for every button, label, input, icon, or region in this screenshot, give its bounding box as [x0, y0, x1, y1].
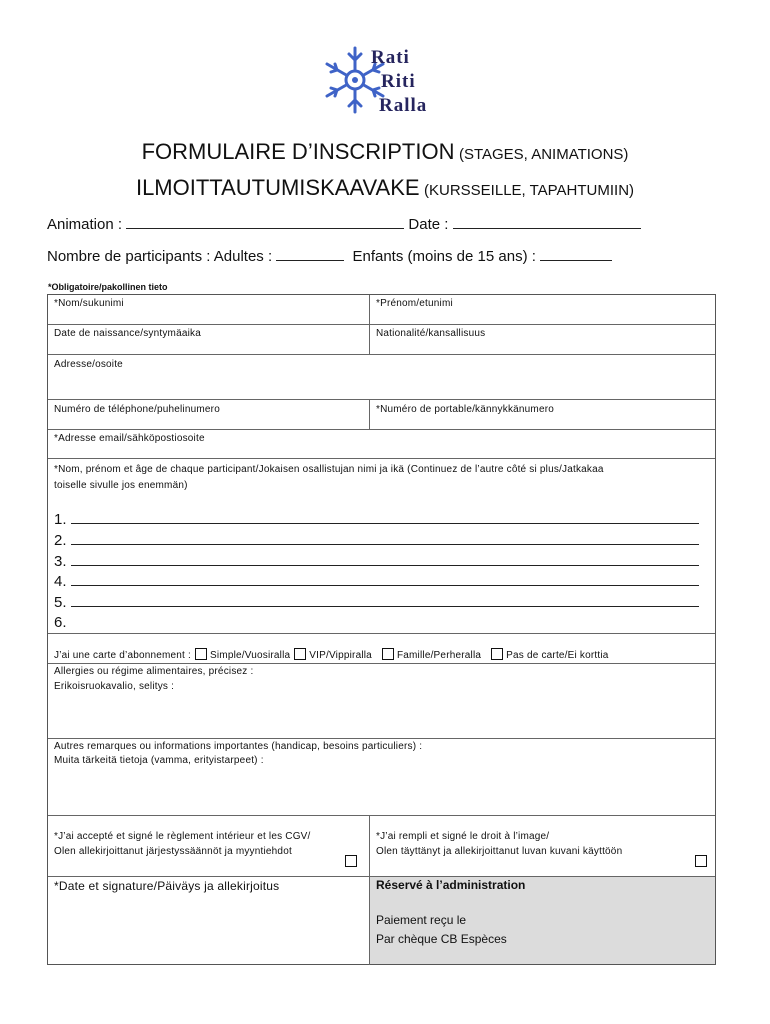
remarks-label-fi: Muita tärkeitä tietoja (vamma, erityistarpeet) :	[54, 755, 264, 766]
rules-label-fr: *J’ai accepté et signé le règlement intérieur et les CGV/	[54, 831, 311, 842]
title-french-main: FORMULAIRE D’INSCRIPTION	[141, 139, 455, 164]
admin-payment-date: Paiement reçu le	[376, 913, 467, 927]
checkbox-simple[interactable]	[195, 648, 207, 660]
rules-label-fi: Olen allekirjoittanut järjestyssäännöt ja myyntiehdot	[54, 846, 292, 857]
registration-form	[47, 294, 716, 965]
signature-label: *Date et signature/Päiväys ja allekirjoitus	[54, 879, 280, 893]
participant-line-3[interactable]	[54, 551, 699, 572]
adults-input[interactable]	[276, 246, 344, 261]
title-finnish	[0, 175, 770, 201]
allergies-label-fi: Erikoisruokavalio, selitys :	[54, 681, 175, 692]
card-option-simple: Simple/Vuosiralla	[210, 650, 291, 661]
animation-row	[47, 214, 641, 233]
participants-instruction-1: *Nom, prénom et âge de chaque participant/Jokaisen osallistujan nimi ja ikä (Continuez de l’autre côté si plus/Jatkakaa	[54, 464, 604, 475]
participant-line-1[interactable]	[54, 509, 699, 530]
participant-number-5: 5.	[54, 594, 67, 611]
card-row	[54, 648, 609, 663]
animation-label: Animation :	[47, 216, 123, 233]
participant-line-5[interactable]	[54, 592, 699, 613]
participant-number-2: 2.	[54, 532, 67, 549]
logo-word-2: Riti	[381, 71, 416, 92]
admin-title: Réservé à l’administration	[376, 878, 526, 892]
date-label: Date :	[408, 216, 449, 233]
logo-word-3: Ralla	[379, 95, 428, 116]
checkbox-rules[interactable]	[345, 855, 357, 867]
participant-number-4: 4.	[54, 573, 67, 590]
date-input[interactable]	[453, 214, 641, 229]
logo	[323, 42, 453, 120]
card-option-vip: VIP/Vippiralla	[309, 650, 372, 661]
card-option-no-card: Pas de carte/Ei korttia	[506, 650, 609, 661]
checkbox-famille[interactable]	[382, 648, 394, 660]
participants-instruction-2: toiselle sivulle jos enemmän)	[54, 480, 188, 491]
participant-blank-1[interactable]	[71, 509, 699, 524]
prenom-label: *Prénom/etunimi	[376, 298, 453, 309]
birthdate-label: Date de naissance/syntymäaika	[54, 328, 201, 339]
participant-line-6	[54, 613, 67, 633]
adults-label: Nombre de participants : Adultes :	[47, 248, 273, 265]
required-note: *Obligatoire/pakollinen tieto	[48, 282, 168, 292]
participants-row	[47, 246, 612, 265]
remarks-label-fr: Autres remarques ou informations importantes (handicap, besoins particuliers) :	[54, 741, 423, 752]
checkbox-no-card[interactable]	[491, 648, 503, 660]
image-rights-label-fr: *J’ai rempli et signé le droit à l’image/	[376, 831, 550, 842]
participant-line-2[interactable]	[54, 530, 699, 551]
nom-label: *Nom/sukunimi	[54, 298, 124, 309]
mobile-label: *Numéro de portable/kännykkänumero	[376, 404, 555, 415]
checkbox-image-rights[interactable]	[695, 855, 707, 867]
title-finnish-main: ILMOITTAUTUMISKAAVAKE	[135, 175, 420, 200]
card-option-famille: Famille/Perheralla	[396, 650, 482, 661]
participant-number-6: 6.	[54, 614, 67, 631]
participant-number-3: 3.	[54, 553, 67, 570]
allergies-label-fr: Allergies ou régime alimentaires, précisez :	[54, 666, 254, 677]
email-label: *Adresse email/sähköpostiosoite	[54, 433, 205, 444]
title-finnish-sub: (KURSSEILLE, TAPAHTUMIIN)	[424, 182, 635, 199]
participant-blank-5[interactable]	[71, 592, 699, 607]
title-french-sub: (STAGES, ANIMATIONS)	[458, 146, 629, 163]
children-input[interactable]	[540, 246, 612, 261]
animation-input[interactable]	[126, 214, 404, 229]
logo-word-1: Rati	[371, 47, 410, 68]
participant-blank-3[interactable]	[71, 551, 699, 566]
children-label: Enfants (moins de 15 ans) :	[352, 248, 536, 265]
card-label: J’ai une carte d’abonnement :	[54, 650, 191, 661]
participant-blank-2[interactable]	[71, 530, 699, 545]
admin-payment-method: Par chèque CB Espèces	[376, 932, 507, 946]
title-french	[0, 139, 770, 165]
nationality-label: Nationalité/kansallisuus	[376, 328, 486, 339]
checkbox-vip[interactable]	[294, 648, 306, 660]
phone-label: Numéro de téléphone/puhelinumero	[54, 404, 220, 415]
address-label: Adresse/osoite	[54, 359, 123, 370]
participant-number-1: 1.	[54, 511, 67, 528]
image-rights-label-fi: Olen täyttänyt ja allekirjoittanut luvan kuvani käyttöön	[376, 846, 623, 857]
participant-line-4[interactable]	[54, 571, 699, 592]
participant-blank-4[interactable]	[71, 571, 699, 586]
